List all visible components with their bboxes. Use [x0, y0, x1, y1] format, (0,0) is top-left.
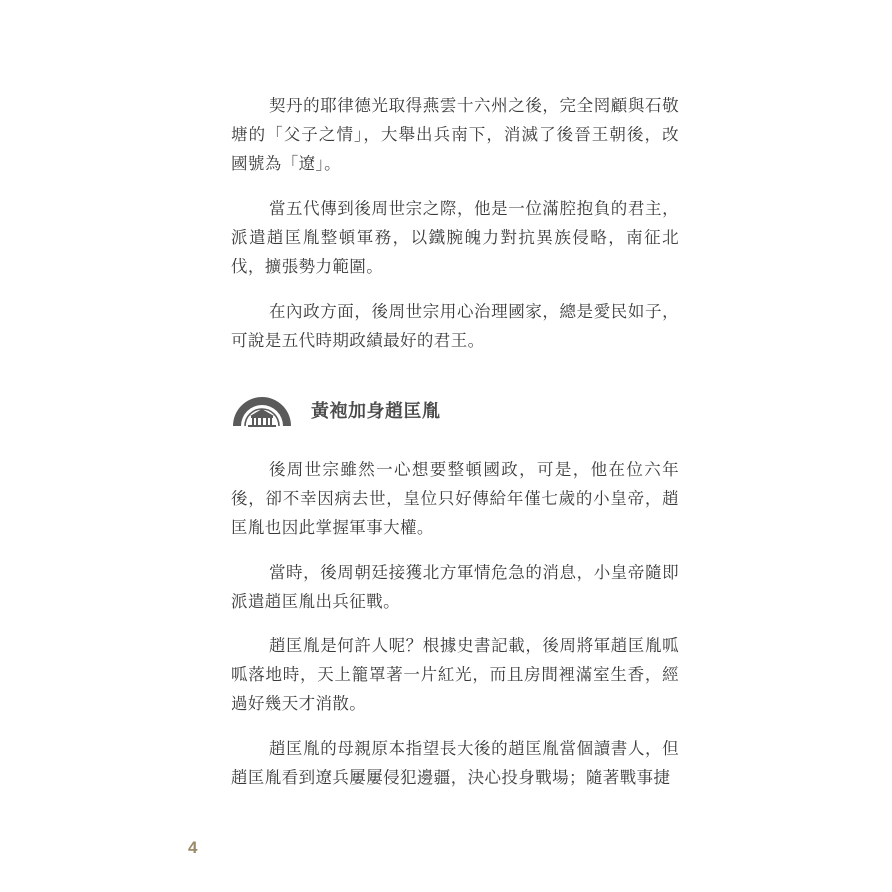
section-title: 黃袍加身趙匡胤	[311, 401, 441, 422]
paragraph-1: 契丹的耶律德光取得燕雲十六州之後，完全罔顧與石敬塘的「父子之情」，大舉出兵南下，消滅了後晉王朝後，改國號為「遼」。	[231, 96, 679, 173]
paragraph-6: 趙匡胤是何許人呢？根據史書記載，後周將軍趙匡胤呱呱落地時，天上籠罩著一片紅光，而且房間裡滿室生香，經過好幾天才消散。	[231, 636, 679, 713]
paragraph-3: 在內政方面，後周世宗用心治理國家，總是愛民如子，可說是五代時期政績最好的君王。	[231, 302, 679, 350]
paragraph-5: 當時，後周朝廷接獲北方軍情危急的消息，小皇帝隨即派遣趙匡胤出兵征戰。	[231, 563, 679, 611]
palace-arch-emblem-icon	[231, 392, 293, 428]
paragraph-2: 當五代傳到後周世宗之際，他是一位滿腔抱負的君主，派遣趙匡胤整頓軍務，以鐵腕魄力對抗異族侵略，南征北伐，擴張勢力範圍。	[231, 199, 679, 276]
section-heading	[231, 390, 441, 430]
page-number: 4	[188, 838, 198, 857]
paragraph-4: 後周世宗雖然一心想要整頓國政，可是，他在位六年後，卻不幸因病去世，皇位只好傳給年僅七歲的小皇帝，趙匡胤也因此掌握軍事大權。	[231, 460, 679, 537]
paragraph-7: 趙匡胤的母親原本指望長大後的趙匡胤當個讀書人，但趙匡胤看到遼兵屢屢侵犯邊疆，決心投身戰場；隨著戰事捷	[231, 739, 679, 787]
